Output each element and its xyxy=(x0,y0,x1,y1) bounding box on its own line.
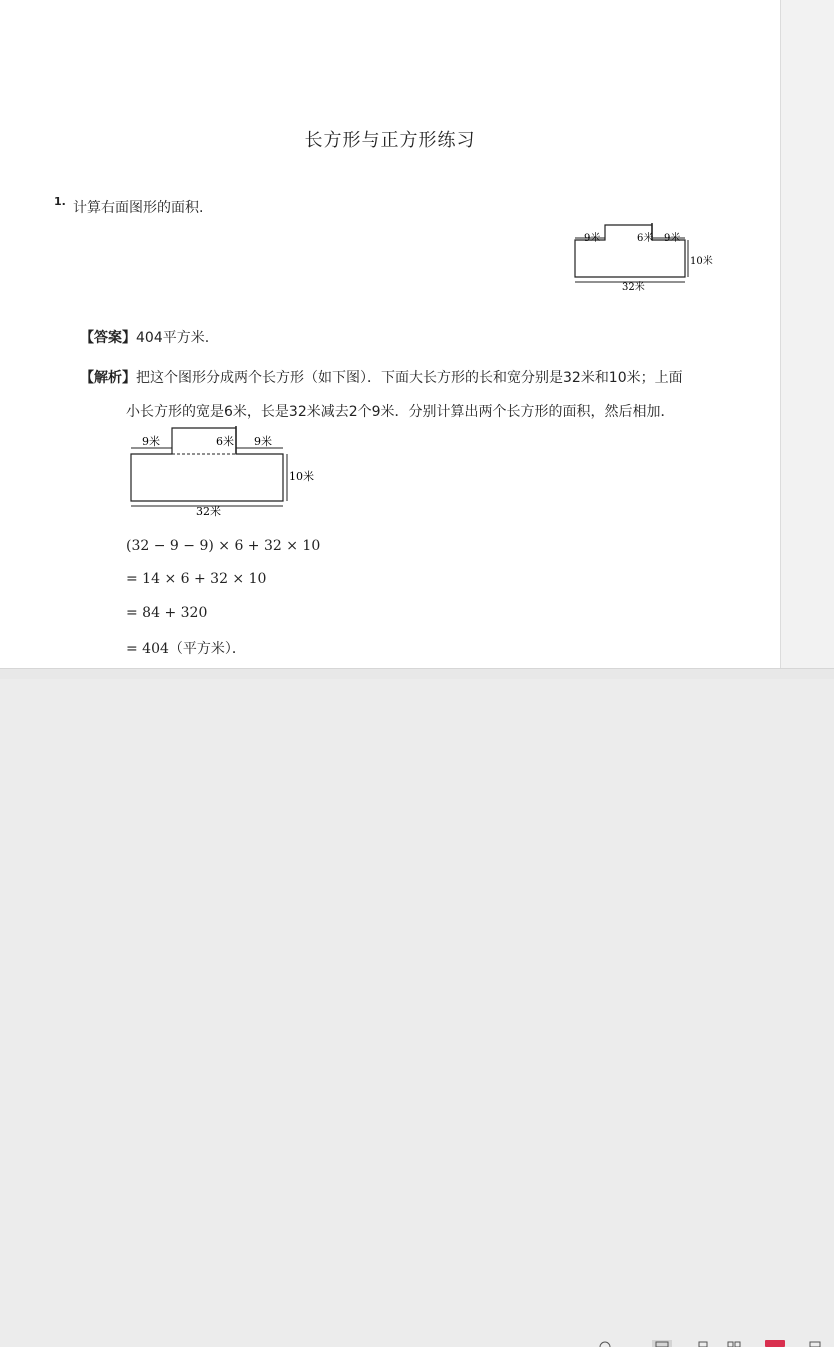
fullscreen-icon[interactable] xyxy=(808,1340,822,1347)
analysis-line-1 xyxy=(80,367,683,387)
dim-width-label: 32米 xyxy=(622,282,645,293)
status-bar xyxy=(0,668,834,679)
dim-left-label: 9米 xyxy=(584,233,601,244)
page-title: 长方形与正方形练习 xyxy=(304,130,476,151)
dim-left-label: 9米 xyxy=(142,435,160,448)
math-line-4: = 404（平方米）． xyxy=(126,641,246,657)
dim-top-label: 6米 xyxy=(637,233,654,244)
record-icon[interactable] xyxy=(765,1340,785,1347)
answer-line xyxy=(80,327,209,347)
document-page xyxy=(0,0,780,668)
analysis-figure xyxy=(124,424,324,520)
question-text: 计算右面图形的面积. xyxy=(73,200,204,216)
page-view-icon[interactable] xyxy=(652,1340,672,1347)
question-number: 1. xyxy=(54,195,66,208)
analysis-label: 【解析】 xyxy=(80,370,136,386)
question-figure xyxy=(566,218,716,294)
math-line-2: = 14 × 6 + 32 × 10 xyxy=(126,571,267,587)
answer-label: 【答案】 xyxy=(80,330,136,346)
vertical-scrollbar[interactable] xyxy=(780,0,834,668)
analysis-text-1: 把这个图形分成两个长方形（如下图）．下面大长方形的长和宽分别是32米和10米；上面 xyxy=(136,370,683,386)
dim-width-label: 32米 xyxy=(196,505,221,518)
analysis-line-2: 小长方形的宽是6米，长是32米减去2个9米．分别计算出两个长方形的面积，然后相加． xyxy=(126,404,675,420)
two-page-icon[interactable] xyxy=(727,1340,741,1347)
dim-height-label: 10米 xyxy=(690,256,713,267)
dim-right-label: 9米 xyxy=(254,435,272,448)
dim-top-label: 6米 xyxy=(216,435,234,448)
dim-right-label: 9米 xyxy=(664,233,681,244)
single-page-icon[interactable] xyxy=(696,1340,710,1347)
help-icon[interactable] xyxy=(598,1340,612,1347)
dim-height-label: 10米 xyxy=(289,470,314,483)
answer-text: 404平方米. xyxy=(136,330,210,346)
math-line-1: (32 − 9 − 9) × 6 + 32 × 10 xyxy=(126,538,321,554)
math-line-3: = 84 + 320 xyxy=(126,605,208,621)
